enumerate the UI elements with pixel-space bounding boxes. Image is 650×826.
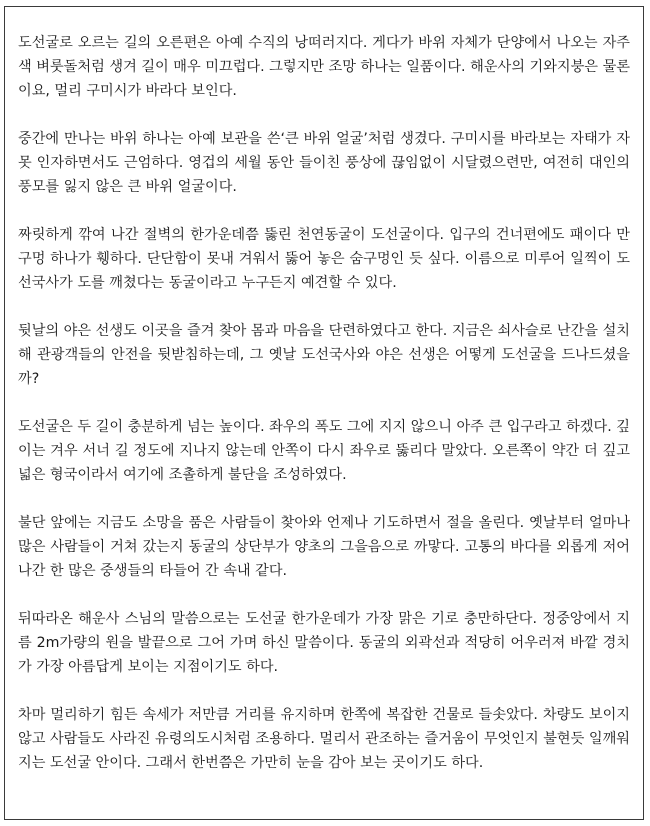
paragraph-6: 불단 앞에는 지금도 소망을 품은 사람들이 찾아와 언제나 기도하면서 절을 올린다. 옛날부터 얼마나 많은 사람들이 거쳐 갔는지 동굴의 상단부가 양초의 그을음으로 까맣다. 고통의 바다를 외롭게 저어 나간 한 많은 중생들의 타들어 간 속내 같다. bbox=[18, 515, 630, 579]
paragraph-4: 뒷날의 야은 선생도 이곳을 즐겨 찾아 몸과 마음을 단련하였다고 한다. 지금은 쇠사슬로 난간을 설치해 관광객들의 안전을 뒷받침하는데, 그 옛날 도선국사와 야은 선생은 어떻게 도선굴을 드나드셨을까? bbox=[18, 323, 630, 387]
article-body bbox=[18, 31, 630, 775]
paragraph-1: 도선굴로 오르는 길의 오른편은 아예 수직의 낭떠러지다. 게다가 바위 자체가 단양에서 나오는 자주색 벼룻돌처럼 생겨 길이 매우 미끄럽다. 그렇지만 조망 하나는 일품이다. 해운사의 기와지붕은 물론이요, 멀리 구미시가 바라다 보인다. bbox=[18, 35, 630, 99]
paragraph-3: 짜릿하게 깎여 나간 절벽의 한가운데쯤 뚫린 천연동굴이 도선굴이다. 입구의 건너편에도 패이다 만 구멍 하나가 휑하다. 단단함이 못내 겨워서 뚫어 놓은 숨구멍인 듯 싶다. 이름으로 미루어 일찍이 도선국사가 도를 깨쳤다는 동굴이라고 누구든지 예견할 수 있다. bbox=[18, 227, 630, 291]
paragraph-7: 뒤따라온 해운사 스님의 말씀으로는 도선굴 한가운데가 가장 맑은 기로 충만하단다. 정중앙에서 지름 2m가량의 원을 발끝으로 그어 가며 하신 말씀이다. 동굴의 외곽선과 적당히 어우러져 바깥 경치가 가장 아름답게 보이는 지점이기도 하다. bbox=[18, 611, 630, 675]
text-box bbox=[4, 6, 644, 820]
paragraph-2: 중간에 만나는 바위 하나는 아예 보관을 쓴‘큰 바위 얼굴’처럼 생겼다. 구미시를 바라보는 자태가 자못 인자하면서도 근엄하다. 영겁의 세월 동안 들이친 풍상에 끊임없이 시달렸으련만, 여전히 대인의 풍모를 잃지 않은 큰 바위 얼굴이다. bbox=[18, 131, 630, 195]
paragraph-8: 차마 멀리하기 힘든 속세가 저만큼 거리를 유지하며 한쪽에 복잡한 건물로 들솟았다. 차량도 보이지 않고 사람들도 사라진 유령의도시처럼 조용하다. 멀리서 관조하는 즐거움이 무엇인지 불현듯 일깨워지는 도선굴 안이다. 그래서 한번쯤은 가만히 눈을 감아 보는 곳이기도 하다. bbox=[18, 707, 630, 771]
paragraph-5: 도선굴은 두 길이 충분하게 넘는 높이다. 좌우의 폭도 그에 지지 않으니 아주 큰 입구라고 하겠다. 깊이는 겨우 서너 길 정도에 지나지 않는데 안쪽이 다시 좌우로 뚫리다 말았다. 오른쪽이 약간 더 깊고 넓은 형국이라서 여기에 조촐하게 불단을 조성하였다. bbox=[18, 419, 630, 483]
